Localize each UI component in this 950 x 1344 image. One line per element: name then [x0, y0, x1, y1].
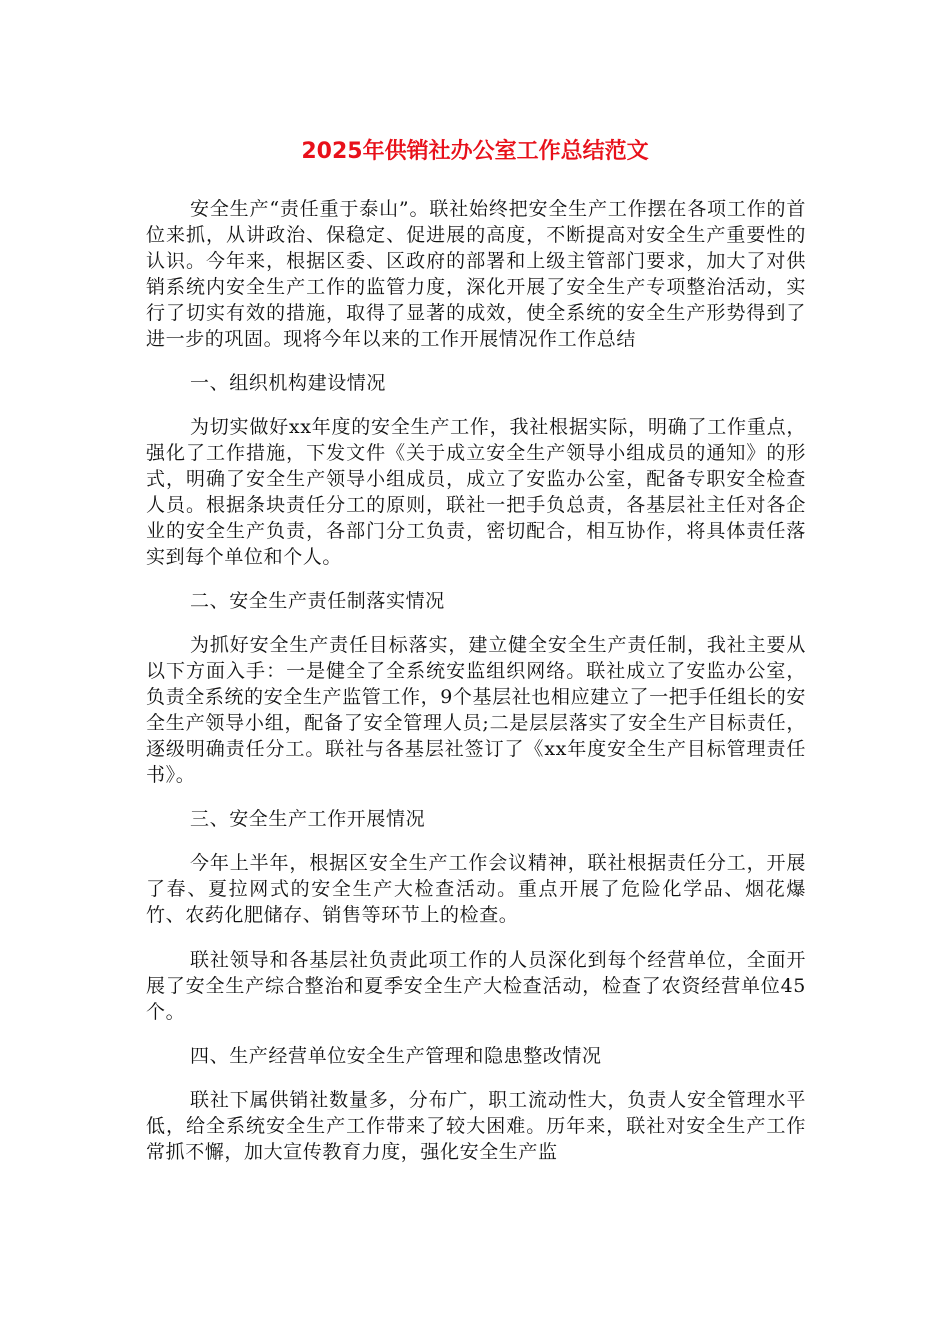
document-title: 2025年供销社办公室工作总结范文 — [301, 139, 649, 164]
paragraph-intro: 安全生产“责任重于泰山”。联社始终把安全生产工作摆在各项工作的首位来抓，从讲政治、保稳定、促进展的高度，不断提高对安全生产重要性的认识。今年来，根据区委、区政府的部署和上级主管部门要求，加大了对供销系统内安全生产工作的监管力度，深化开展了安全生产专项整治活动，实行了切实有效的措施，取得了显著的成效，使全系统的安全生产形势得到了进一步的巩固。现将今年以来的工作开展情况作工作总结 — [146, 198, 806, 350]
paragraph-section-3a: 今年上半年，根据区安全生产工作会议精神，联社根据责任分工，开展了春、夏拉网式的安全生产大检查活动。重点开展了危险化学品、烟花爆竹、农药化肥储存、销售等环节上的检查。 — [146, 852, 806, 926]
paragraph-section-3b: 联社领导和各基层社负责此项工作的人员深化到每个经营单位，全面开展了安全生产综合整治和夏季安全生产大检查活动，检查了农资经营单位45个。 — [146, 949, 806, 1023]
paragraph-section-4: 联社下属供销社数量多，分布广，职工流动性大，负责人安全管理水平低，给全系统安全生产工作带来了较大困难。历年来，联社对安全生产工作常抓不懈，加大宣传教育力度，强化安全生产监 — [146, 1089, 806, 1163]
section-heading-3: 三、安全生产工作开展情况 — [190, 808, 426, 830]
paragraph-section-2: 为抓好安全生产责任目标落实，建立健全安全生产责任制，我社主要从以下方面入手：一是健全了全系统安监组织网络。联社成立了安监办公室，负责全系统的安全生产监管工作，9个基层社也相应建立了一把手任组长的安全生产领导小组，配备了安全管理人员;二是层层落实了安全生产目标责任，逐级明确责任分工。联社与各基层社签订了《xx年度安全生产目标管理责任书》。 — [146, 634, 806, 786]
section-heading-4: 四、生产经营单位安全生产管理和隐患整改情况 — [190, 1045, 602, 1067]
section-heading-2: 二、安全生产责任制落实情况 — [190, 590, 445, 612]
section-heading-1: 一、组织机构建设情况 — [190, 372, 387, 394]
document-body — [146, 196, 806, 1165]
paragraph-section-1: 为切实做好xx年度的安全生产工作，我社根据实际，明确了工作重点，强化了工作措施，下发文件《关于成立安全生产领导小组成员的通知》的形式，明确了安全生产领导小组成员，成立了安监办公室，配备专职安全检查人员。根据条块责任分工的原则，联社一把手负总责，各基层社主任对各企业的安全生产负责，各部门分工负责，密切配合，相互协作，将具体责任落实到每个单位和个人。 — [146, 416, 806, 568]
